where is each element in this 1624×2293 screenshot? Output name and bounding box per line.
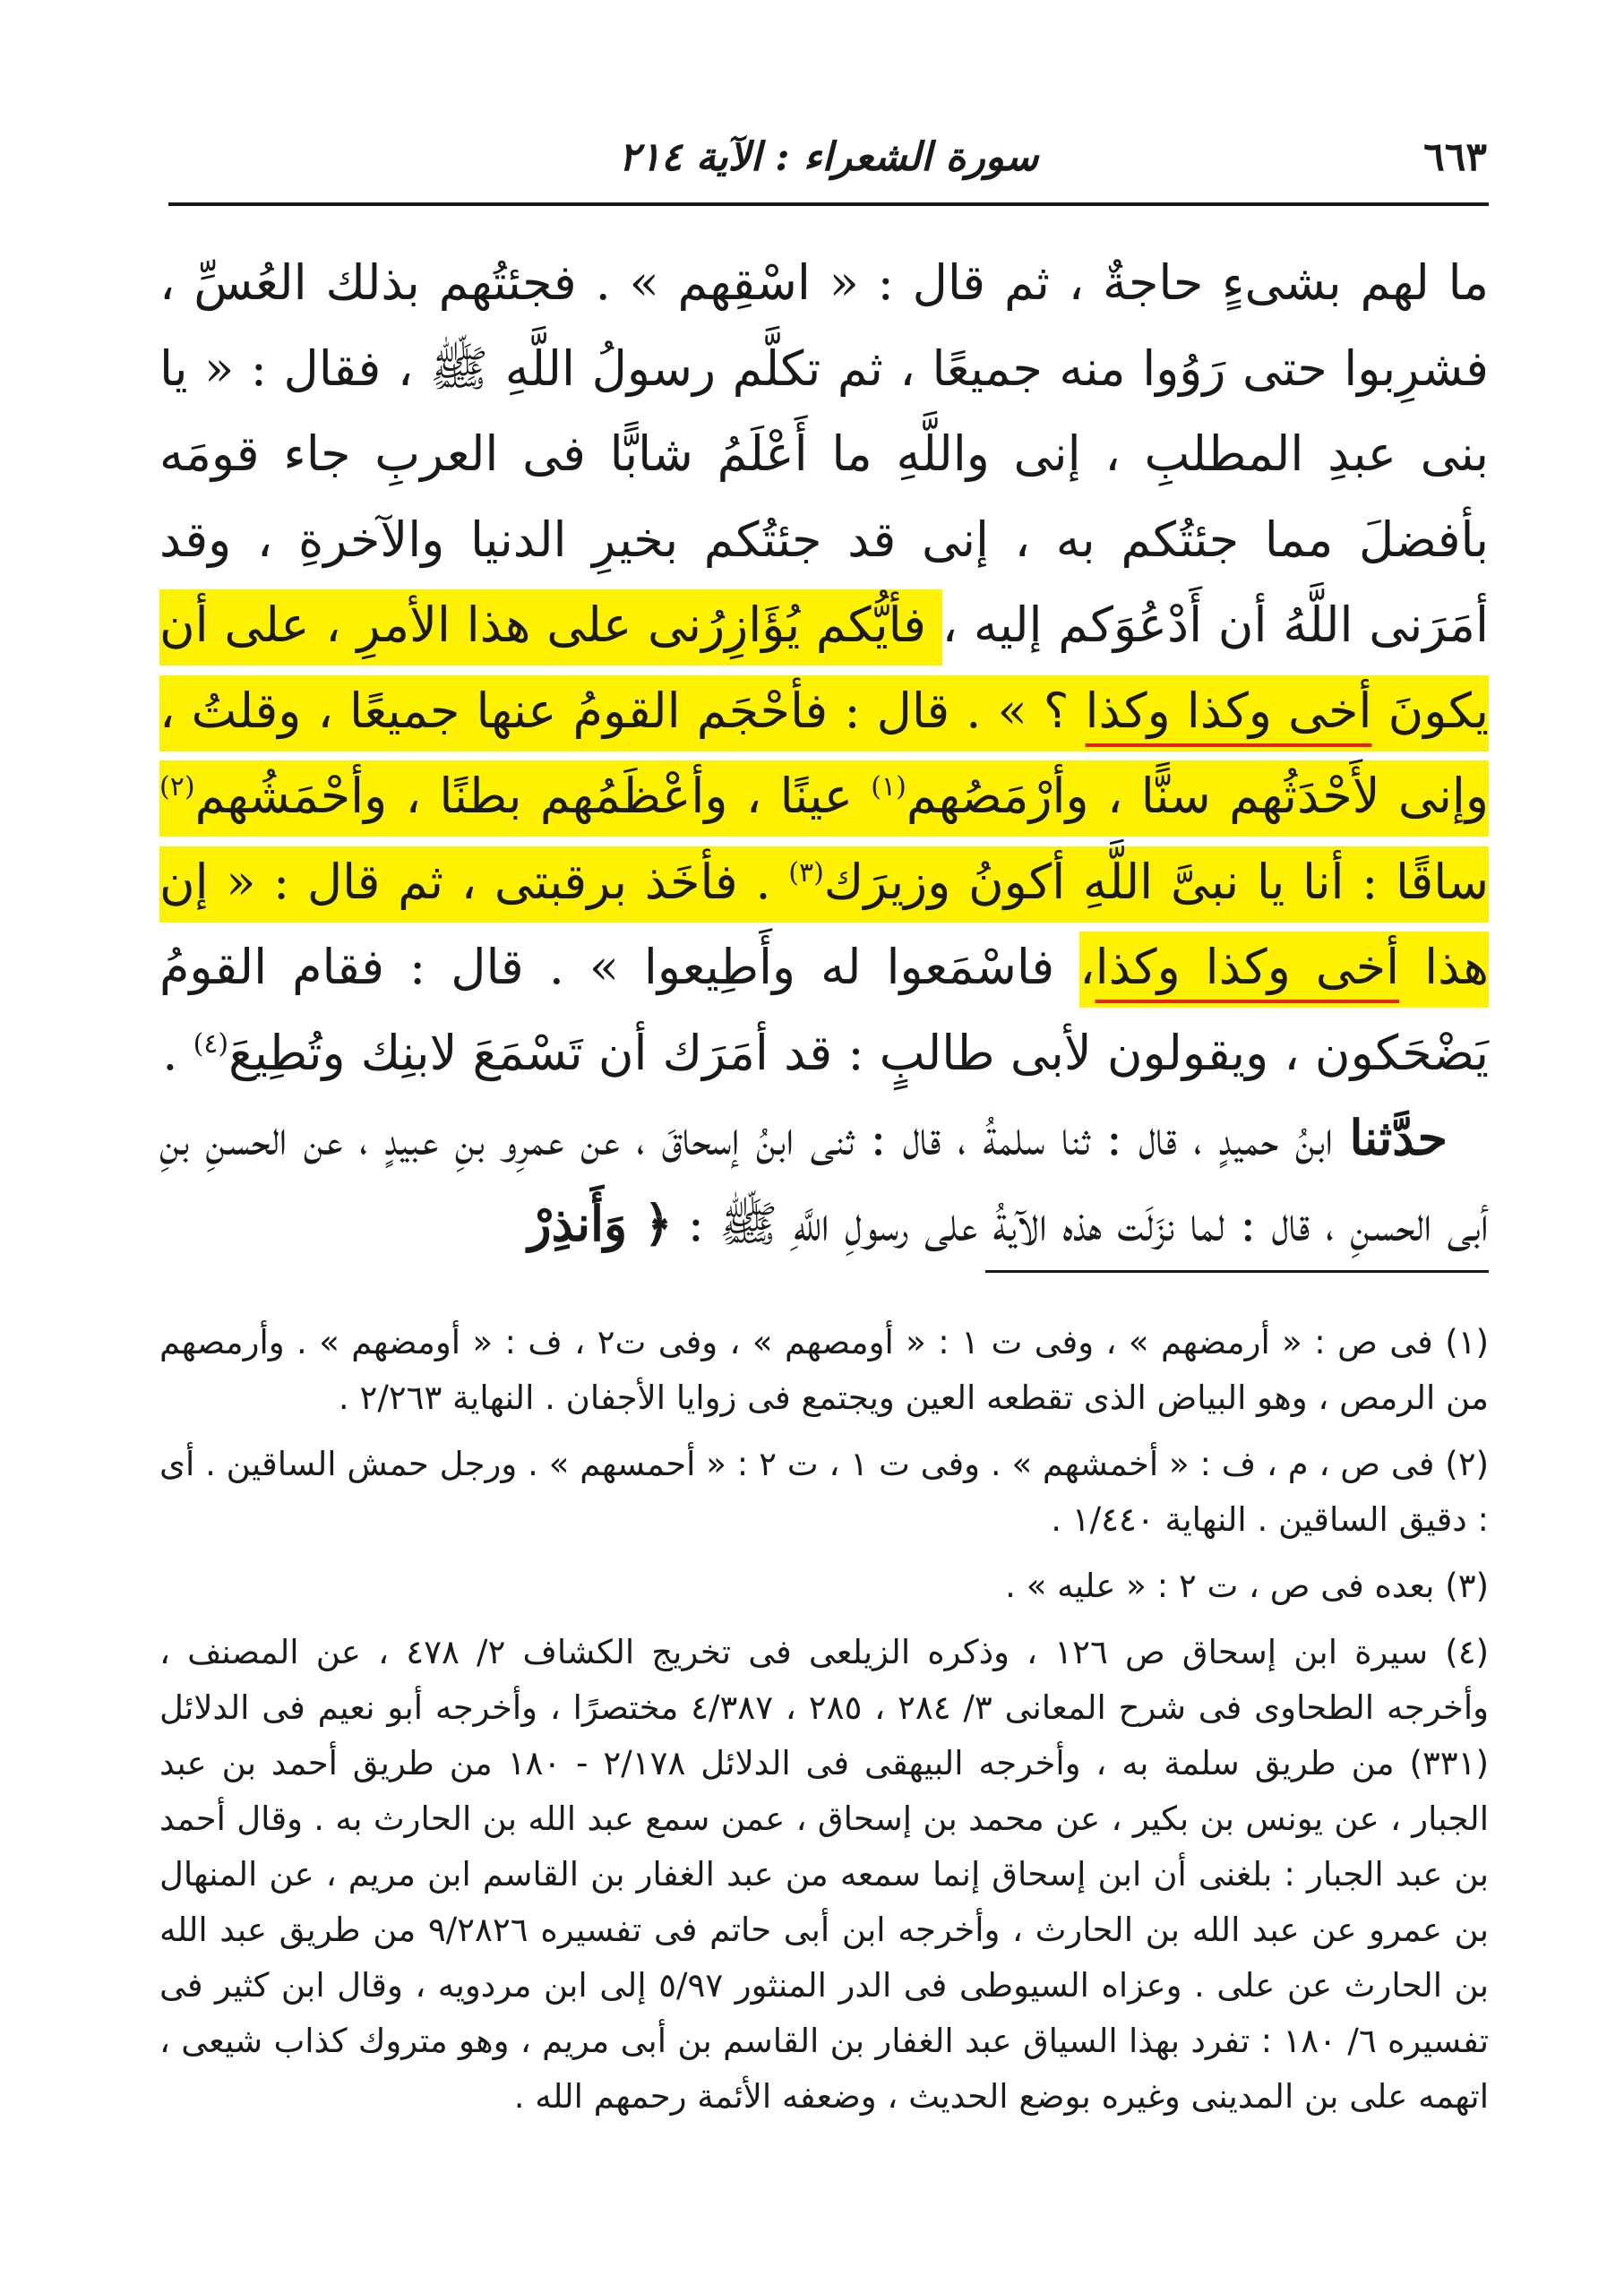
footnote-ref-2: (٢)	[159, 771, 195, 803]
paragraph-2	[159, 1095, 1489, 1267]
highlight-text: ؟ » . قال : فأحْجَم القومُ عنها جميعًا ، وقلتُ ، وإنى لأَحْدَثُهم سنًّا ، وأرْمَصُهم	[159, 682, 1489, 824]
footnote-4: (٤) سيرة ابن إسحاق ص ١٢٦ ، وذكره الزيلعى فى تخريج الكشاف ٢/ ٤٧٨ ، عن المصنف ، وأخرجه الطحاوى فى شرح المعانى ٣/ ٢٨٤ ، ٢٨٥ ، ٤/٣٨٧ مختصرًا ، وأخرجه أبو نعيم فى الدلائل (٣٣١) من طريق سلمة به ، وأخرجه البيهقى فى الدلائل ٢/١٧٨ - ١٨٠ من طريق أحمد بن عبد الجبار ، عن يونس بن بكير ، عن محمد بن إسحاق ، عمن سمع عبد الله بن الحارث به . وقال أحمد بن عبد الجبار : بلغنى أن ابن إسحاق إنما سمعه من عبد الغفار بن القاسم ابن مريم ، عن المنهال بن عمرو عن عبد الله بن الحارث ، وأخرجه ابن أبى حاتم فى تفسيره ٩/٢٨٢٦ من طريق عبد الله بن الحارث عن على . وعزاه السيوطى فى الدر المنثور ٥/٩٧ إلى ابن مردويه ، وقال ابن كثير فى تفسيره ٦/ ١٨٠ : تفرد بهذا السياق عبد الغفار بن القاسم بن أبى مريم ، وهو متروك كذاب شيعى ، اتهمه على بن المدينى وغيره بوضع الحديث ، وضعفه الأئمة رحمهم الله .	[159, 1633, 1490, 2116]
paragraph-1	[159, 240, 1489, 1095]
underlined-phrase: أخى وكذا وكذا	[1085, 682, 1372, 739]
isnad-lead: حدَّثنا	[1349, 1109, 1448, 1166]
footnote-3: (٣) بعده فى ص ، ت ٢ : « عليه » .	[1005, 1567, 1489, 1605]
main-text	[159, 240, 1489, 1267]
footnote-ref-3: (٣)	[788, 856, 824, 889]
text-run: .	[162, 1024, 193, 1081]
page-number: ٦٦٣	[1423, 134, 1487, 180]
surah-title: سورة الشعراء : الآية ٢١٤	[618, 134, 1039, 180]
footnote-separator	[985, 1270, 1489, 1273]
highlight-text: . فأخَذ برقبتى ، ثم قال : « إن هذا	[159, 853, 1489, 995]
footnote-2: (٢) فى ص ، م ، ف : « أخمشهم » . وفى ت ١ ، ت ٢ : « أحمسهم » . ورجل حمش الساقين . أى : دقيق الساقين . النهاية ١/٤٤٠ .	[159, 1445, 1489, 1539]
text-run: ما لهم بشىءٍ حاجةٌ ، ثم قال : « اسْقِهم » . فجئتُهم بذلك العُسِّ ، فشرِبوا حتى رَوُوا منه جميعًا ، ثم تكلَّم رسولُ اللَّهِ ﷺ ، فقال : « يا بنى عبدِ المطلبِ ، إنى واللَّهِ ما أَعْلَمُ شابًّا فى العربِ جاء قومَه بأفضلَ مما جئتُكم به ، إنى قد جئتُكم بخيرِ الدنيا والآخرةِ ، وقد أمَرَنى اللَّهُ أن أَدْعُوَكم إليه ،	[159, 254, 1489, 653]
highlight-text: ،	[1079, 939, 1096, 995]
footnote-ref-4: (٤)	[193, 1027, 229, 1060]
text-run: فاسْمَعوا له وأَطِيعوا » . قال : فقام القومُ يَضْحَكون ، ويقولون لأبى طالبٍ : قد أمَرَك أن تَسْمَعَ لابنِك وتُطِيعَ	[159, 939, 1489, 1081]
header-rule	[168, 202, 1489, 206]
footnote-ref-1: (١)	[871, 771, 907, 803]
highlight-text: فأيُّكم يُؤَازِرُنى على هذا الأمرِ ، على أن يكونَ	[159, 597, 1489, 739]
highlight-text: ساقًا : أنا يا نبىَّ اللَّهِ أكونُ وزيرَك	[823, 853, 1489, 910]
text-run: ابنُ حميدٍ ، قال : ثنا سلمةُ ، قال : ثنى ابنُ إسحاقَ ، عن عمرِو بنِ عبيدٍ ، عن الحسنِ بنِ أبى الحسنِ ، قال : لما نزَلَت هذه الآيةُ على رسولِ اللَّهِ ﷺ :	[159, 1110, 1489, 1252]
running-head	[170, 134, 1487, 188]
quran-quote: ﴿ وَأَنذِرْ	[528, 1194, 673, 1252]
footnotes	[159, 1315, 1489, 2135]
highlight-text: عينًا ، وأعْظَمُهم بطنًا ، وأحْمَشُهم	[194, 768, 872, 824]
underlined-phrase: أخى وكذا وكذا	[1095, 939, 1400, 995]
footnote-1: (١) فى ص : « أرمضهم » ، وفى ت ١ : « أومصهم » ، وفى ت٢ ، ف : « أومضهم » . وأرمصهم من الرمص ، وهو البياض الذى تقطعه العين ويجتمع فى زوايا الأجفان . النهاية ٢/٢٦٣ .	[159, 1323, 1489, 1417]
